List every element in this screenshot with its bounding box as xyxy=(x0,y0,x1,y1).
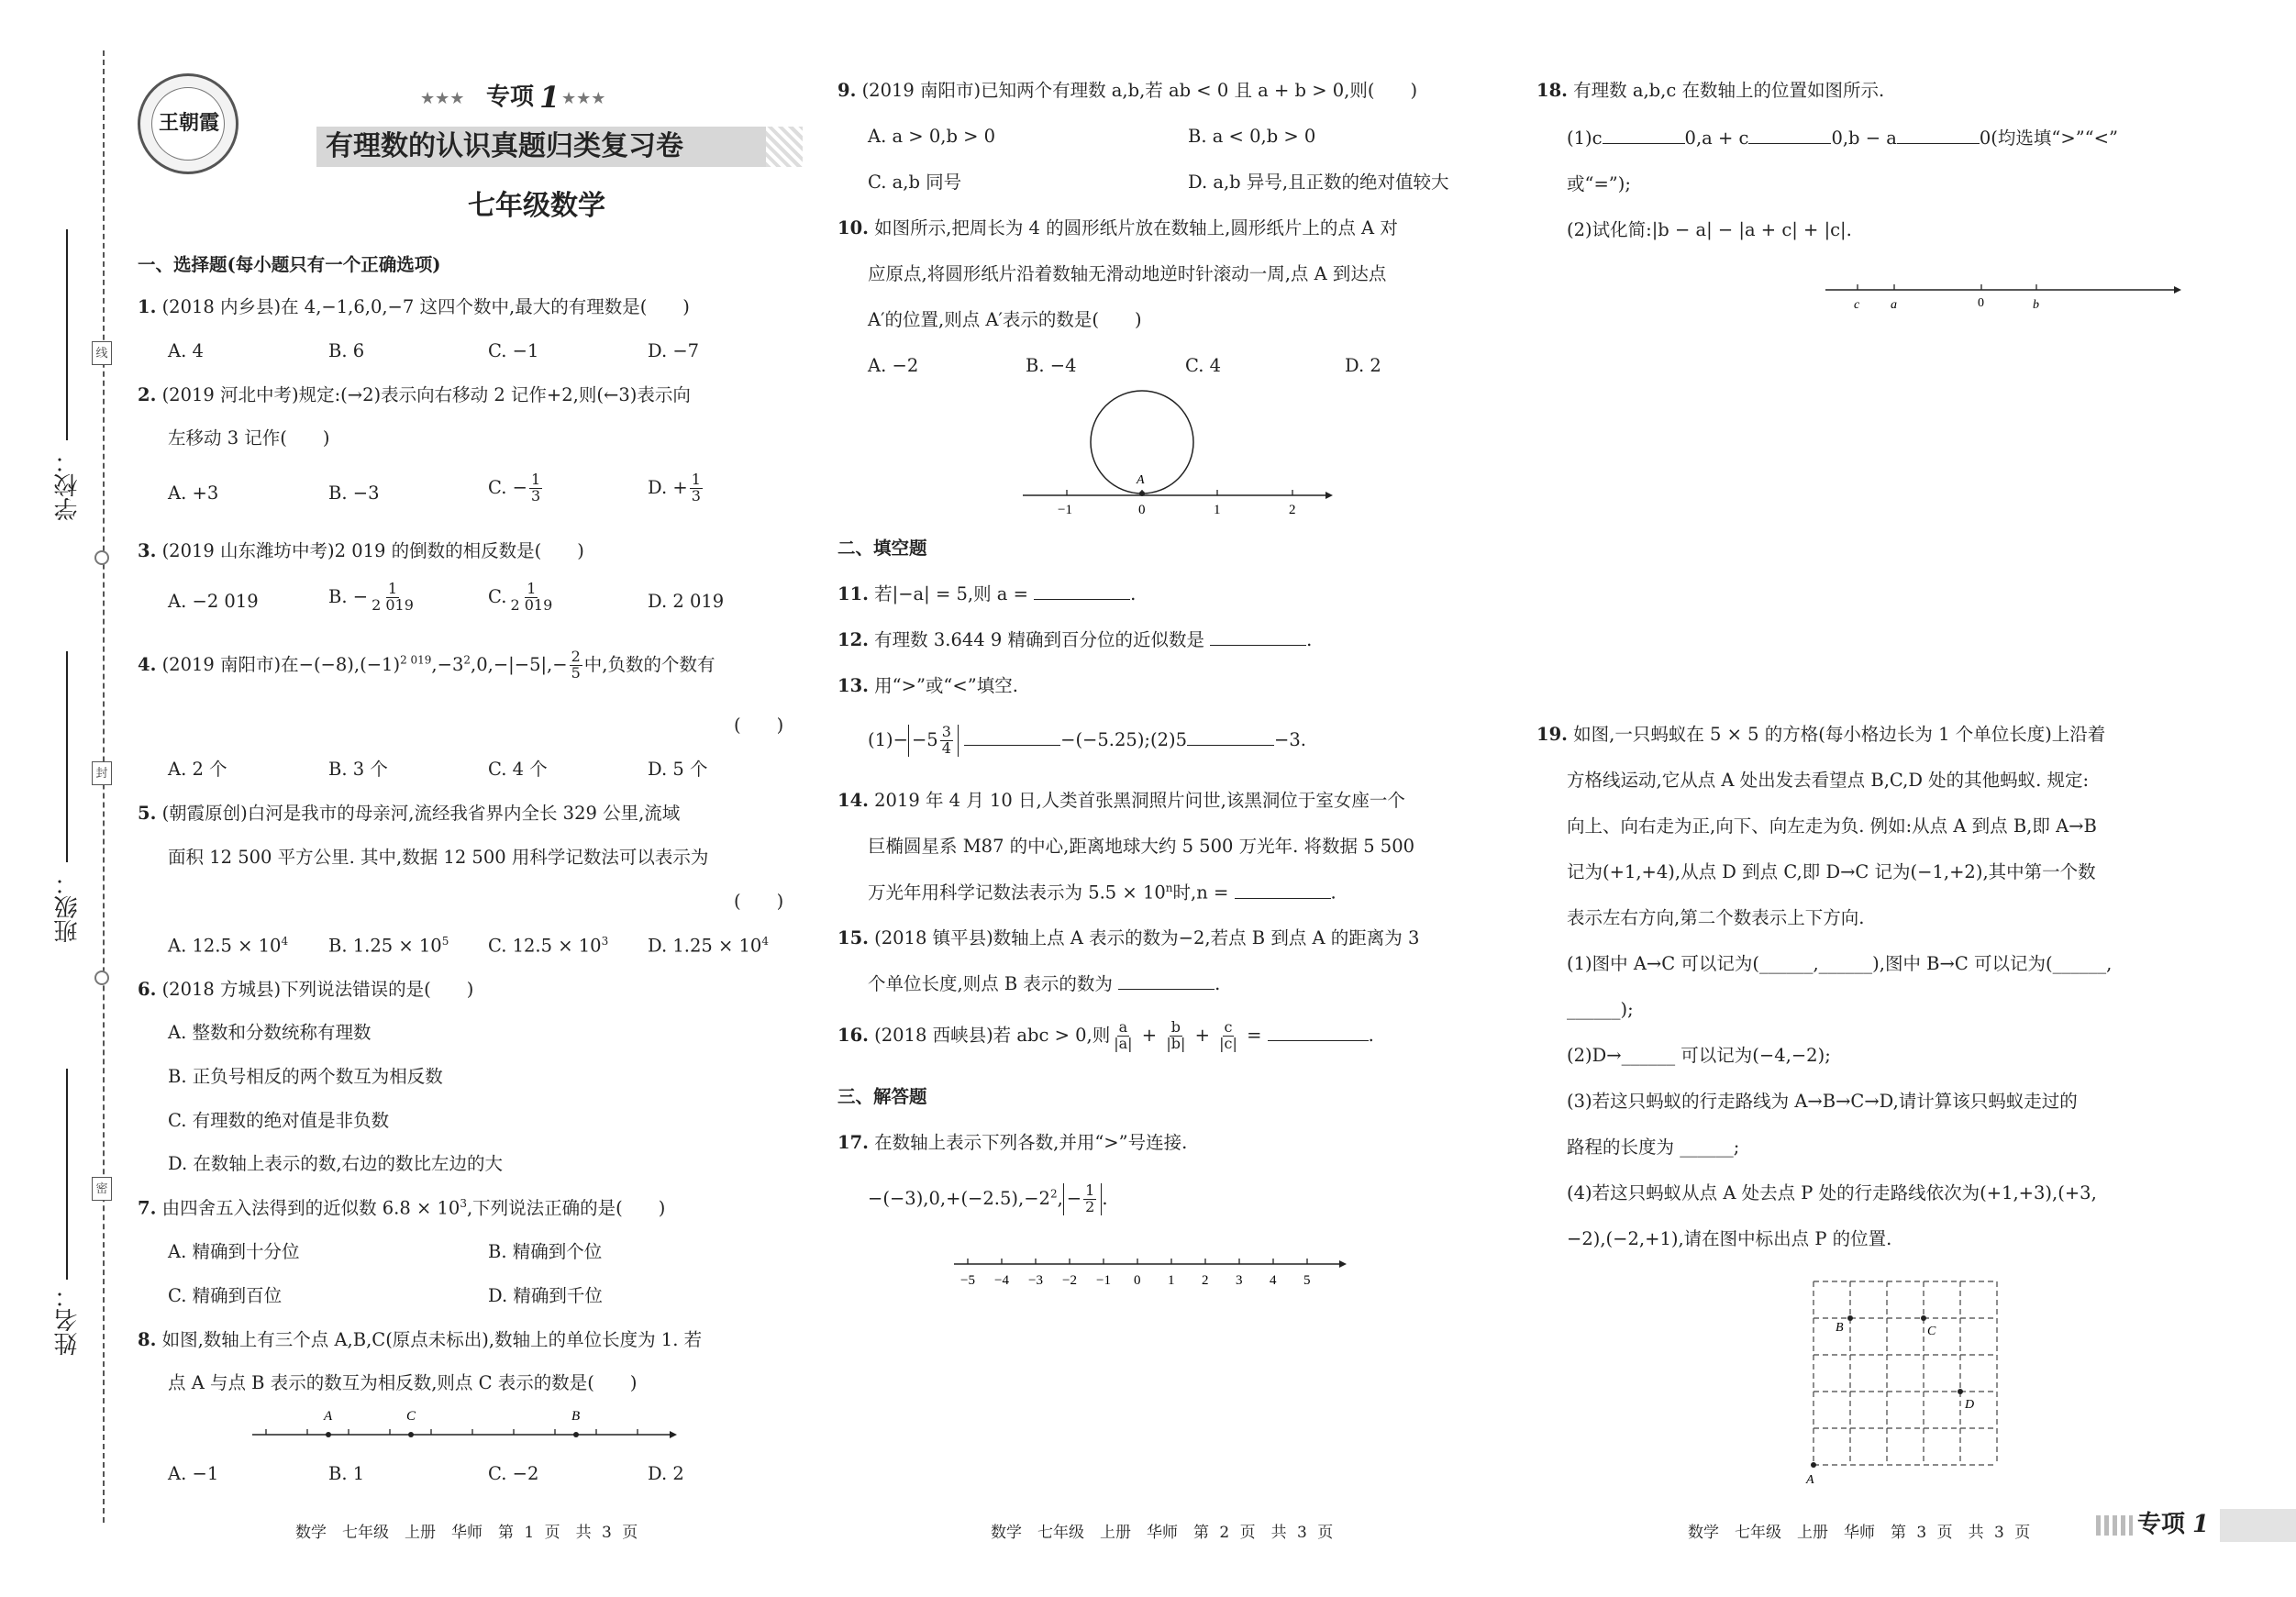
q10-tick: −1 xyxy=(1058,503,1072,517)
seal-line-mark: 线 xyxy=(92,341,112,365)
page-title: 有理数的认识真题归类复习卷 xyxy=(326,130,683,162)
q12: 12. 有理数 3.644 9 精确到百分位的近似数是 . xyxy=(837,629,1313,650)
q3-stem: 3. (2019 山东潍坊中考)2 019 的倒数的相反数是( ) xyxy=(138,540,584,561)
q2-option-b[interactable]: B. −3 xyxy=(328,482,380,504)
q2-stem-2: 左移动 3 记作( ) xyxy=(168,427,330,449)
q17-number-line[interactable] xyxy=(949,1248,1353,1293)
footer-tag: 专项 1 xyxy=(2137,1511,2210,1538)
q8-stem: 8. 如图,数轴上有三个点 A,B,C(原点未标出),数轴上的单位长度为 1. 若 xyxy=(138,1329,703,1350)
school-label: 学校： xyxy=(54,449,82,521)
q5-stem: 5. (朝霞原创)白河是我市的母亲河,流经我省界内全长 329 公里,流域 xyxy=(138,803,681,824)
q15-answer-blank[interactable] xyxy=(1118,989,1215,990)
q17-tick-label: −3 xyxy=(1028,1273,1043,1288)
q19-stem-5: 表示左右方向,第二个数表示上下方向. xyxy=(1567,907,1865,928)
q7-option-b[interactable]: B. 精确到个位 xyxy=(488,1241,603,1262)
q7-option-a[interactable]: A. 精确到十分位 xyxy=(168,1241,300,1262)
title-band-pattern xyxy=(766,127,803,167)
q17-tick-label: −2 xyxy=(1062,1273,1077,1288)
q18-number-line xyxy=(1821,275,2188,316)
name-field[interactable] xyxy=(66,1069,68,1280)
q19-point-a: A xyxy=(1806,1473,1814,1487)
q6-stem: 6. (2018 方城县)下列说法错误的是( ) xyxy=(138,979,474,1000)
footer-tag-pattern xyxy=(2096,1515,2133,1536)
q19-point-c: C xyxy=(1927,1325,1936,1338)
q3-option-a[interactable]: A. −2 019 xyxy=(168,591,259,612)
q9-option-a[interactable]: A. a > 0,b > 0 xyxy=(868,126,996,147)
q5-option-b[interactable]: B. $1.25 \times 10^5$ xyxy=(328,935,449,957)
class-field[interactable] xyxy=(66,651,68,862)
q19-stem-3: 向上、向右走为正,向下、向左走为负. 例如:从点 A 到点 B,即 A→B xyxy=(1567,815,2097,837)
q6-option-a[interactable]: A. 整数和分数统称有理数 xyxy=(168,1022,372,1043)
seal-seal-mark: 封 xyxy=(92,761,112,785)
q10-option-c[interactable]: C. 4 xyxy=(1185,355,1222,376)
name-label: 姓名： xyxy=(54,1284,82,1356)
q16-answer-blank[interactable] xyxy=(1268,1040,1369,1041)
q4-option-c[interactable]: C. 4 个 xyxy=(488,759,548,780)
q6-option-d[interactable]: D. 在数轴上表示的数,右边的数比左边的大 xyxy=(168,1153,504,1174)
q1-stem: 1. (2018 内乡县)在 4,−1,6,0,−7 这四个数中,最大的有理数是( ) xyxy=(138,296,690,317)
q11: 11. 若|−a| = 5,则 a = . xyxy=(837,583,1137,604)
q17-tick-label: 0 xyxy=(1134,1273,1141,1288)
q1-option-a[interactable]: A. 4 xyxy=(168,340,204,361)
q1-option-d[interactable]: D. −7 xyxy=(648,340,700,361)
binding-hole xyxy=(94,550,109,565)
footer-page-2: 数学 七年级 上册 华师 第 2 页 共 3 页 xyxy=(991,1524,1334,1542)
q3-option-c[interactable]: C. $\frac{1}{2 019}$ xyxy=(488,580,553,614)
stars-left: ★★★ xyxy=(420,89,465,108)
q1-option-c[interactable]: C. −1 xyxy=(488,340,539,361)
school-field[interactable] xyxy=(66,229,68,440)
class-label: 班级： xyxy=(54,871,82,943)
q19-part-2[interactable]: (2)D→______ 可以记为(−4,−2); xyxy=(1567,1045,1831,1066)
stars-right: ★★★ xyxy=(561,89,606,108)
q4-stem: 4. (2019 南阳市)在$-(-8),(-1)^{2 019},-3^2,0,-|-5|,-$ $\frac{2}{5}$ 中,负数的个数有 xyxy=(138,648,715,682)
q3-option-b[interactable]: B. − $\frac{1}{2 019}$ xyxy=(328,580,414,614)
q14-stem: 14. 2019 年 4 月 10 日,人类首张黑洞照片问世,该黑洞位于室女座一个 xyxy=(837,790,1405,811)
q17-list: $-(-3),0,+(-2.5),-2^2$, − $\frac{1}{2}$ . xyxy=(868,1181,1108,1215)
q14-stem-3: 万光年用科学记数法表示为 $5.5 \times 10^n$时,n = . xyxy=(868,882,1337,904)
binding-hole xyxy=(94,970,109,985)
q7-option-d[interactable]: D. 精确到千位 xyxy=(488,1285,603,1306)
q10-circle-figure xyxy=(1018,390,1339,518)
q18-part-1-tail: 或“=”); xyxy=(1567,173,1631,194)
q7-option-c[interactable]: C. 精确到百位 xyxy=(168,1285,283,1306)
q18-blank-2[interactable] xyxy=(1748,143,1831,144)
q4-answer-paren[interactable]: ( ) xyxy=(734,715,784,736)
q8-stem-2: 点 A 与点 B 表示的数互为相反数,则点 C 表示的数是( ) xyxy=(168,1372,638,1393)
q10-stem-2: 应原点,将圆形纸片沿着数轴无滑动地逆时针滚动一周,点 A 到达点 xyxy=(868,263,1387,284)
q6-option-b[interactable]: B. 正负号相反的两个数互为相反数 xyxy=(168,1066,443,1087)
section-choice: 一、选择题(每小题只有一个正确选项) xyxy=(138,254,441,275)
q17-tick-label: 1 xyxy=(1168,1273,1175,1288)
q19-stem-4: 记为(+1,+4),从点 D 到点 C,即 D→C 记为(−1,+2),其中第一个数 xyxy=(1567,861,2096,882)
q10-stem: 10. 如图所示,把周长为 4 的圆形纸片放在数轴上,圆形纸片上的点 A 对 xyxy=(837,217,1398,238)
q19-part-4: (4)若这只蚂蚁从点 A 处去点 P 处的行走路线依次为(+1,+3),(+3, xyxy=(1567,1182,2097,1203)
q17-stem: 17. 在数轴上表示下列各数,并用“>”号连接. xyxy=(837,1132,1188,1153)
q8-label-a: A xyxy=(324,1409,333,1424)
cut-line xyxy=(103,50,105,1523)
q19-part-1-tail[interactable]: ______); xyxy=(1567,999,1634,1020)
q13-blank-1[interactable] xyxy=(964,745,1060,746)
q19-stem-2: 方格线运动,它从点 A 处出发去看望点 B,C,D 处的其他蚂蚁. 规定: xyxy=(1567,770,2090,791)
q5-option-d[interactable]: D. $1.25 \times 10^4$ xyxy=(648,935,769,957)
q8-option-c[interactable]: C. −2 xyxy=(488,1463,539,1484)
q11-answer-blank[interactable] xyxy=(1034,599,1130,600)
q19-point-d: D xyxy=(1965,1398,1975,1412)
q4-option-d[interactable]: D. 5 个 xyxy=(648,759,708,780)
series-label: 专项 xyxy=(486,83,535,111)
q19-point-b: B xyxy=(1836,1321,1844,1335)
q10-option-b[interactable]: B. −4 xyxy=(1026,355,1077,376)
q19-part-1[interactable]: (1)图中 A→C 可以记为(______,______),图中 B→C 可以记为(______, xyxy=(1567,953,2113,974)
footer-tag-band xyxy=(2220,1509,2296,1542)
q13-stem: 13. 用“>”或“<”填空. xyxy=(837,675,1018,696)
q5-option-a[interactable]: A. $12.5 \times 10^4$ xyxy=(168,935,289,957)
q9-stem: 9. (2019 南阳市)已知两个有理数 a,b,若 ab < 0 且 a + b > 0,则( ) xyxy=(837,80,1418,101)
footer-page-1: 数学 七年级 上册 华师 第 1 页 共 3 页 xyxy=(295,1524,638,1542)
q18-label-b: b xyxy=(2033,298,2039,312)
q13-parts: (1)− −5 $\frac{3}{4}$ −(−5.25);(2)5 −3. xyxy=(868,723,1306,757)
q18-blank-1[interactable] xyxy=(1603,143,1685,144)
q19-part-3: (3)若这只蚂蚁的行走路线为 A→B→C→D,请计算该只蚂蚁走过的 xyxy=(1567,1091,2078,1112)
q2-option-c[interactable]: C. − $\frac{1}{3}$ xyxy=(488,471,541,505)
q17-tick-label: 4 xyxy=(1270,1273,1277,1288)
q18-label-c: c xyxy=(1854,298,1860,312)
q9-option-d[interactable]: D. a,b 异号,且正数的绝对值较大 xyxy=(1188,172,1449,193)
q12-answer-blank[interactable] xyxy=(1210,645,1306,646)
q6-option-c[interactable]: C. 有理数的绝对值是非负数 xyxy=(168,1110,390,1131)
series-number: 1 xyxy=(539,80,560,115)
q7-stem: 7. 由四舍五入法得到的近似数 $6.8 \times 10^3$,下列说法正确的是( ) xyxy=(138,1197,666,1219)
q19-part-3-tail[interactable]: 路程的长度为 ______; xyxy=(1567,1137,1740,1158)
q13-blank-2[interactable] xyxy=(1187,745,1274,746)
q15-stem-2: 个单位长度,则点 B 表示的数为 . xyxy=(868,973,1221,994)
q19-part-4-tail: −2),(−2,+1),请在图中标出点 P 的位置. xyxy=(1567,1228,1892,1249)
q18-label-a: a xyxy=(1891,298,1897,312)
watermark-char: 答 xyxy=(2022,654,2224,889)
q17-tick-label: 3 xyxy=(1236,1273,1243,1288)
q2-option-d[interactable]: D. + $\frac{1}{3}$ xyxy=(648,471,701,505)
q5-answer-paren[interactable]: ( ) xyxy=(734,891,784,912)
q10-option-a[interactable]: A. −2 xyxy=(868,355,919,376)
q4-option-a[interactable]: A. 2 个 xyxy=(168,759,227,780)
q5-option-c[interactable]: C. $12.5 \times 10^3$ xyxy=(488,935,609,957)
q18-part-2: (2)试化简:|b − a| − |a + c| + |c|. xyxy=(1567,219,1852,240)
q18-label-0: 0 xyxy=(1978,296,1984,310)
q10-stem-3: A′的位置,则点 A′表示的数是( ) xyxy=(868,309,1142,330)
page-subtitle: 七年级数学 xyxy=(468,190,605,222)
q8-label-b: B xyxy=(571,1409,581,1424)
q1-option-b[interactable]: B. 6 xyxy=(328,340,365,361)
q8-number-line xyxy=(248,1403,679,1449)
q3-option-d[interactable]: D. 2 019 xyxy=(648,591,725,612)
q8-label-c: C xyxy=(406,1409,416,1424)
q17-tick-label: −1 xyxy=(1096,1273,1111,1288)
q9-option-b[interactable]: B. a < 0,b > 0 xyxy=(1188,126,1316,147)
q18-part-1: (1)c 0,a + c 0,b − a 0(均选填“>”“<” xyxy=(1567,128,2118,149)
q9-option-c[interactable]: C. a,b 同号 xyxy=(868,172,962,193)
q10-tick: 0 xyxy=(1138,503,1146,517)
q17-tick-label: −5 xyxy=(960,1273,975,1288)
q10-tick: 1 xyxy=(1214,503,1221,517)
q8-option-d[interactable]: D. 2 xyxy=(648,1463,684,1484)
q17-tick-label: −4 xyxy=(994,1273,1009,1288)
q17-tick-label: 5 xyxy=(1303,1273,1311,1288)
q2-option-a[interactable]: A. +3 xyxy=(168,482,219,504)
q8-option-b[interactable]: B. 1 xyxy=(328,1463,365,1484)
q17-tick-label: 2 xyxy=(1202,1273,1209,1288)
q14-stem-2: 巨椭圆星系 M87 的中心,距离地球大约 5 500 万光年. 将数据 5 500 xyxy=(868,836,1415,857)
q18-stem: 18. 有理数 a,b,c 在数轴上的位置如图所示. xyxy=(1536,80,1885,101)
q15-stem: 15. (2018 镇平县)数轴上点 A 表示的数为−2,若点 B 到点 A 的距离为 3 xyxy=(837,927,1420,948)
q10-point-a: A xyxy=(1137,473,1145,487)
section-fill: 二、填空题 xyxy=(837,538,927,559)
q2-stem: 2. (2019 河北中考)规定:(→2)表示向右移动 2 记作+2,则(←3)表示向 xyxy=(138,384,691,405)
q4-option-b[interactable]: B. 3 个 xyxy=(328,759,388,780)
q19-stem: 19. 如图,一只蚂蚁在 5 × 5 的方格(每小格边长为 1 个单位长度)上沿着 xyxy=(1536,724,2106,745)
section-answer: 三、解答题 xyxy=(837,1086,927,1107)
q10-option-d[interactable]: D. 2 xyxy=(1345,355,1381,376)
q8-option-a[interactable]: A. −1 xyxy=(168,1463,219,1484)
q18-blank-3[interactable] xyxy=(1897,143,1980,144)
q10-tick: 2 xyxy=(1289,503,1296,517)
q19-grid[interactable] xyxy=(1793,1270,2013,1491)
logo-badge xyxy=(138,73,238,174)
logo-text: 王朝霞 xyxy=(158,111,219,135)
q14-answer-blank[interactable] xyxy=(1235,898,1331,899)
q16: 16. (2018 西峡县)若 abc > 0,则 $\frac{a}{|a|}$ + $\frac{b}{|b|}$ + $\frac{c}{|c|}$ = . xyxy=(837,1018,1374,1052)
footer-page-3: 数学 七年级 上册 华师 第 3 页 共 3 页 xyxy=(1688,1524,2031,1542)
seal-secret-mark: 密 xyxy=(92,1177,112,1201)
q5-stem-2: 面积 12 500 平方公里. 其中,数据 12 500 用科学记数法可以表示为 xyxy=(168,847,709,868)
